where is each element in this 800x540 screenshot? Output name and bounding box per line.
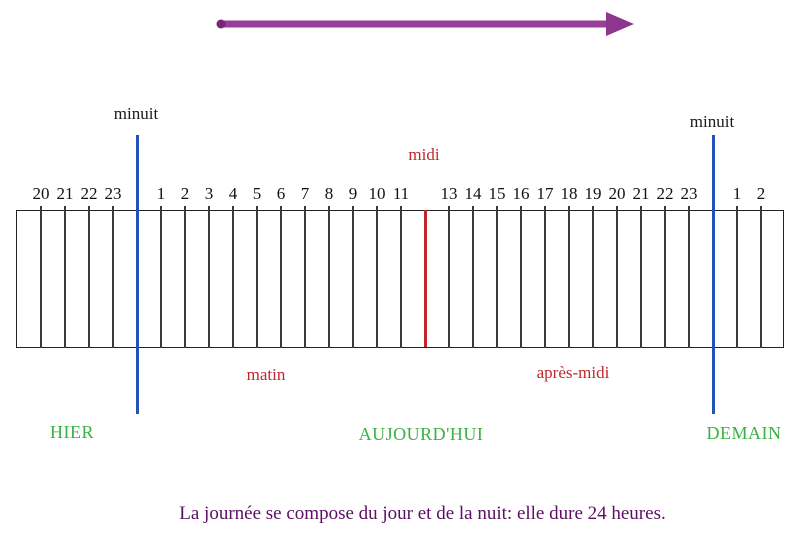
hour-label: 13: [440, 184, 458, 203]
hour-label: 23: [680, 184, 698, 203]
hour-tick: [256, 206, 258, 348]
hour-tick: [112, 206, 114, 348]
hour-tick: [40, 206, 42, 348]
caption-text: La journée se compose du jour et de la nuit: elle dure 24 heures.: [179, 503, 666, 524]
hour-label: 7: [300, 184, 310, 203]
hour-tick: [64, 206, 66, 348]
noon-label: midi: [408, 145, 440, 164]
hour-tick: [376, 206, 378, 348]
hour-tick: [280, 206, 282, 348]
hour-label: 5: [252, 184, 262, 203]
hour-tick: [328, 206, 330, 348]
time-direction-arrow: [200, 6, 650, 44]
hour-label: 15: [488, 184, 506, 203]
hour-tick: [592, 206, 594, 348]
hour-label: 16: [512, 184, 530, 203]
hour-label: 18: [560, 184, 578, 203]
midnight-line: [136, 135, 139, 414]
hour-tick: [568, 206, 570, 348]
hour-label: 9: [348, 184, 358, 203]
hour-tick: [400, 206, 402, 348]
hour-label: 20: [32, 184, 50, 203]
hour-tick: [760, 206, 762, 348]
noon-line: [424, 210, 427, 347]
hour-label: 3: [204, 184, 214, 203]
hour-label: 2: [756, 184, 766, 203]
hour-tick: [160, 206, 162, 348]
hour-label: 8: [324, 184, 334, 203]
hour-label: 21: [56, 184, 74, 203]
hour-label: 11: [392, 184, 410, 203]
midnight-line: [712, 135, 715, 414]
tomorrow-label: DEMAIN: [706, 423, 782, 443]
midnight-label-right: minuit: [689, 112, 735, 131]
hour-tick: [232, 206, 234, 348]
hour-label: 22: [80, 184, 98, 203]
hour-label: 21: [632, 184, 650, 203]
hour-tick: [640, 206, 642, 348]
hour-label: 17: [536, 184, 554, 203]
hour-label: 23: [104, 184, 122, 203]
hour-tick: [736, 206, 738, 348]
timeline-box: [16, 184, 784, 348]
hour-tick: [208, 206, 210, 348]
midnight-label-left: minuit: [113, 104, 159, 123]
hour-tick: [448, 206, 450, 348]
hour-label: 1: [156, 184, 166, 203]
hour-label: 10: [368, 184, 386, 203]
hour-label: 1: [732, 184, 742, 203]
hour-tick: [664, 206, 666, 348]
today-label: AUJOURD'HUI: [358, 424, 484, 444]
yesterday-label: HIER: [50, 422, 94, 442]
hour-tick: [304, 206, 306, 348]
hour-label: 22: [656, 184, 674, 203]
hour-tick: [520, 206, 522, 348]
hour-tick: [88, 206, 90, 348]
arrow-start-dot: [217, 20, 226, 29]
hour-tick: [688, 206, 690, 348]
hour-tick: [496, 206, 498, 348]
hour-label: 4: [228, 184, 238, 203]
hour-tick: [616, 206, 618, 348]
hour-label: 19: [584, 184, 602, 203]
hour-label: 14: [464, 184, 482, 203]
arrow-head-icon: [606, 12, 634, 36]
hour-tick: [352, 206, 354, 348]
hour-label: 20: [608, 184, 626, 203]
hour-tick: [544, 206, 546, 348]
hour-tick: [184, 206, 186, 348]
hour-label: 6: [276, 184, 286, 203]
afternoon-label: après-midi: [536, 363, 610, 382]
hour-label: 2: [180, 184, 190, 203]
hour-tick: [472, 206, 474, 348]
morning-label: matin: [246, 365, 286, 384]
